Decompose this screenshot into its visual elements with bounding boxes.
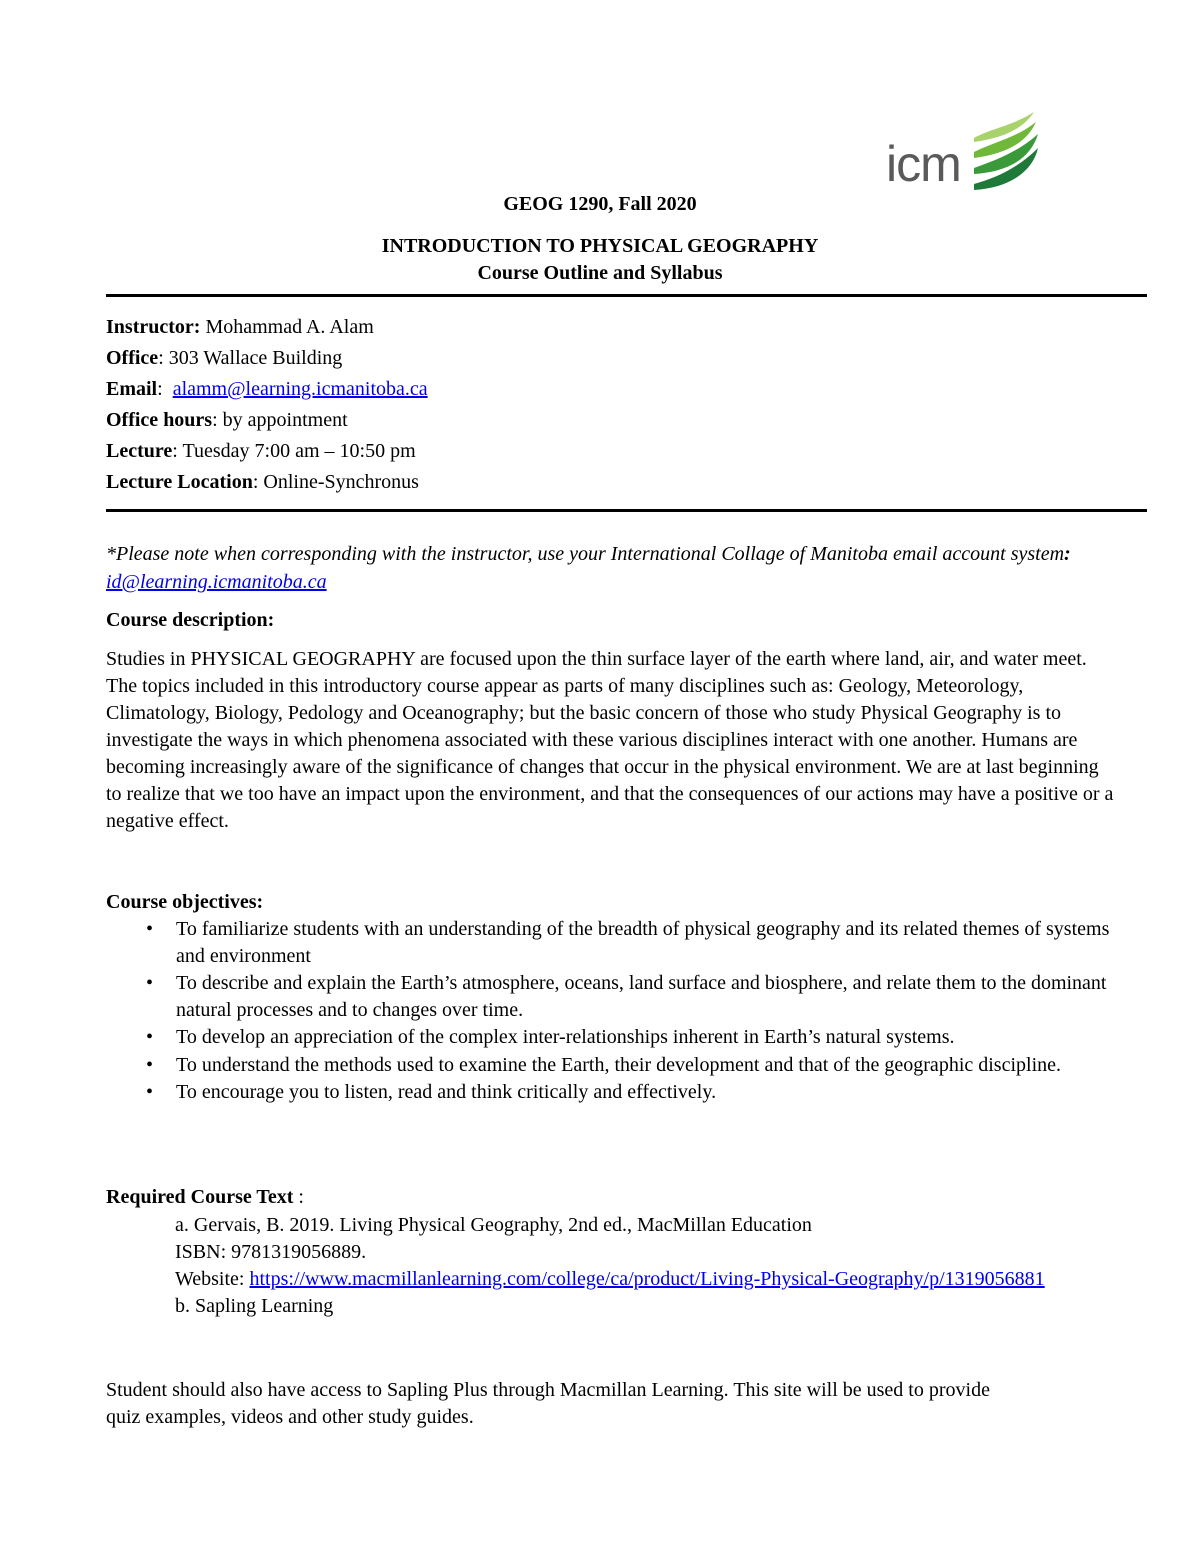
logo-swoosh-icon [972, 108, 1040, 194]
required-text-details [175, 1212, 1075, 1320]
icm-logo [880, 108, 1040, 198]
office-hours-row [106, 405, 428, 436]
divider-bottom [106, 509, 1147, 512]
note-email-link[interactable]: id@learning.icmanitoba.ca [106, 571, 327, 593]
website-label: Website: [175, 1268, 250, 1290]
location-label: Lecture Location [106, 471, 253, 493]
course-title: INTRODUCTION TO PHYSICAL GEOGRAPHY [381, 235, 819, 257]
sapling-item: b. Sapling Learning [175, 1295, 334, 1317]
course-code: GEOG 1290, Fall 2020 [503, 193, 697, 215]
required-text-heading [106, 1186, 304, 1209]
website-link[interactable]: https://www.macmillanlearning.com/college/ca/product/Living-Physical-Geography/p/1319056881 [249, 1268, 1045, 1290]
objective-item: • To develop an appreciation of the complex inter-relationships inherent in Earth’s natural systems. [106, 1024, 1116, 1051]
office-hours-label: Office hours [106, 409, 213, 431]
instructor-row [106, 312, 428, 343]
logo-text: icm [886, 136, 961, 192]
objective-item: • To encourage you to listen, read and think critically and effectively. [106, 1079, 1116, 1106]
objective-item: • To describe and explain the Earth’s atmosphere, oceans, land surface and biosphere, and relate them to the dominant natural processes and to changes over time. [106, 970, 1116, 1023]
lecture-label: Lecture [106, 440, 173, 462]
objective-item: • To familiarize students with an understanding of the breadth of physical geography and its related themes of systems and environment [106, 916, 1116, 969]
access-paragraph: Student should also have access to Sapling Plus through Macmillan Learning. This site will be used to provide quiz examples, videos and other study guides. [106, 1379, 990, 1428]
note-colon: : [1064, 543, 1071, 565]
email-note [106, 540, 1116, 596]
office-hours-value: : by appointment [212, 409, 348, 431]
office-label: Office [106, 347, 159, 369]
required-text-label: Required Course Text [106, 1186, 294, 1208]
description-heading: Course description: [106, 609, 275, 631]
objective-item: • To understand the methods used to examine the Earth, their development and that of the geographic discipline. [106, 1052, 1116, 1079]
required-text-suffix: : [293, 1186, 304, 1208]
office-value: : 303 Wallace Building [158, 347, 343, 369]
lecture-value: : Tuesday 7:00 am – 10:50 pm [172, 440, 416, 462]
office-row [106, 343, 428, 374]
instructor-label: Instructor: [106, 316, 201, 338]
location-value: : Online-Synchronus [252, 471, 419, 493]
website-row [175, 1266, 1075, 1293]
email-link[interactable]: alamm@learning.icmanitoba.ca [172, 378, 428, 400]
objectives-list [106, 916, 1116, 1107]
description-body: Studies in PHYSICAL GEOGRAPHY are focused upon the thin surface layer of the earth where land, air, and water meet. The topics included in this introductory course appear as parts of many disciplines such as: Geology, Meteorology, Climatology, Biology, Pedology and Oceanography; but the basic concern of those who study Physical Geography is to investigate the ways in which phenomena associated with these various disciplines interact with one another. Humans are becoming increasingly aware of the significance of changes that occur in the physical environment. We are at last beginning to realize that we too have an impact upon the environment, and that the consequences of our actions may have a positive or a negative effect. [106, 648, 1114, 832]
objectives-heading: Course objectives: [106, 891, 264, 913]
course-subtitle: Course Outline and Syllabus [477, 262, 723, 284]
email-label: Email [106, 378, 158, 400]
email-row [106, 374, 428, 405]
divider-top [106, 294, 1147, 297]
lecture-row [106, 436, 428, 467]
instructor-value: Mohammad A. Alam [200, 316, 374, 338]
location-row [106, 467, 428, 498]
note-text: *Please note when corresponding with the instructor, use your International Collage of Manitoba email account system [106, 543, 1065, 565]
email-separator: : [157, 378, 173, 400]
instructor-info [106, 312, 428, 498]
book-isbn: ISBN: 9781319056889. [175, 1241, 367, 1263]
book-citation: a. Gervais, B. 2019. Living Physical Geography, 2nd ed., MacMillan Education [175, 1214, 812, 1236]
